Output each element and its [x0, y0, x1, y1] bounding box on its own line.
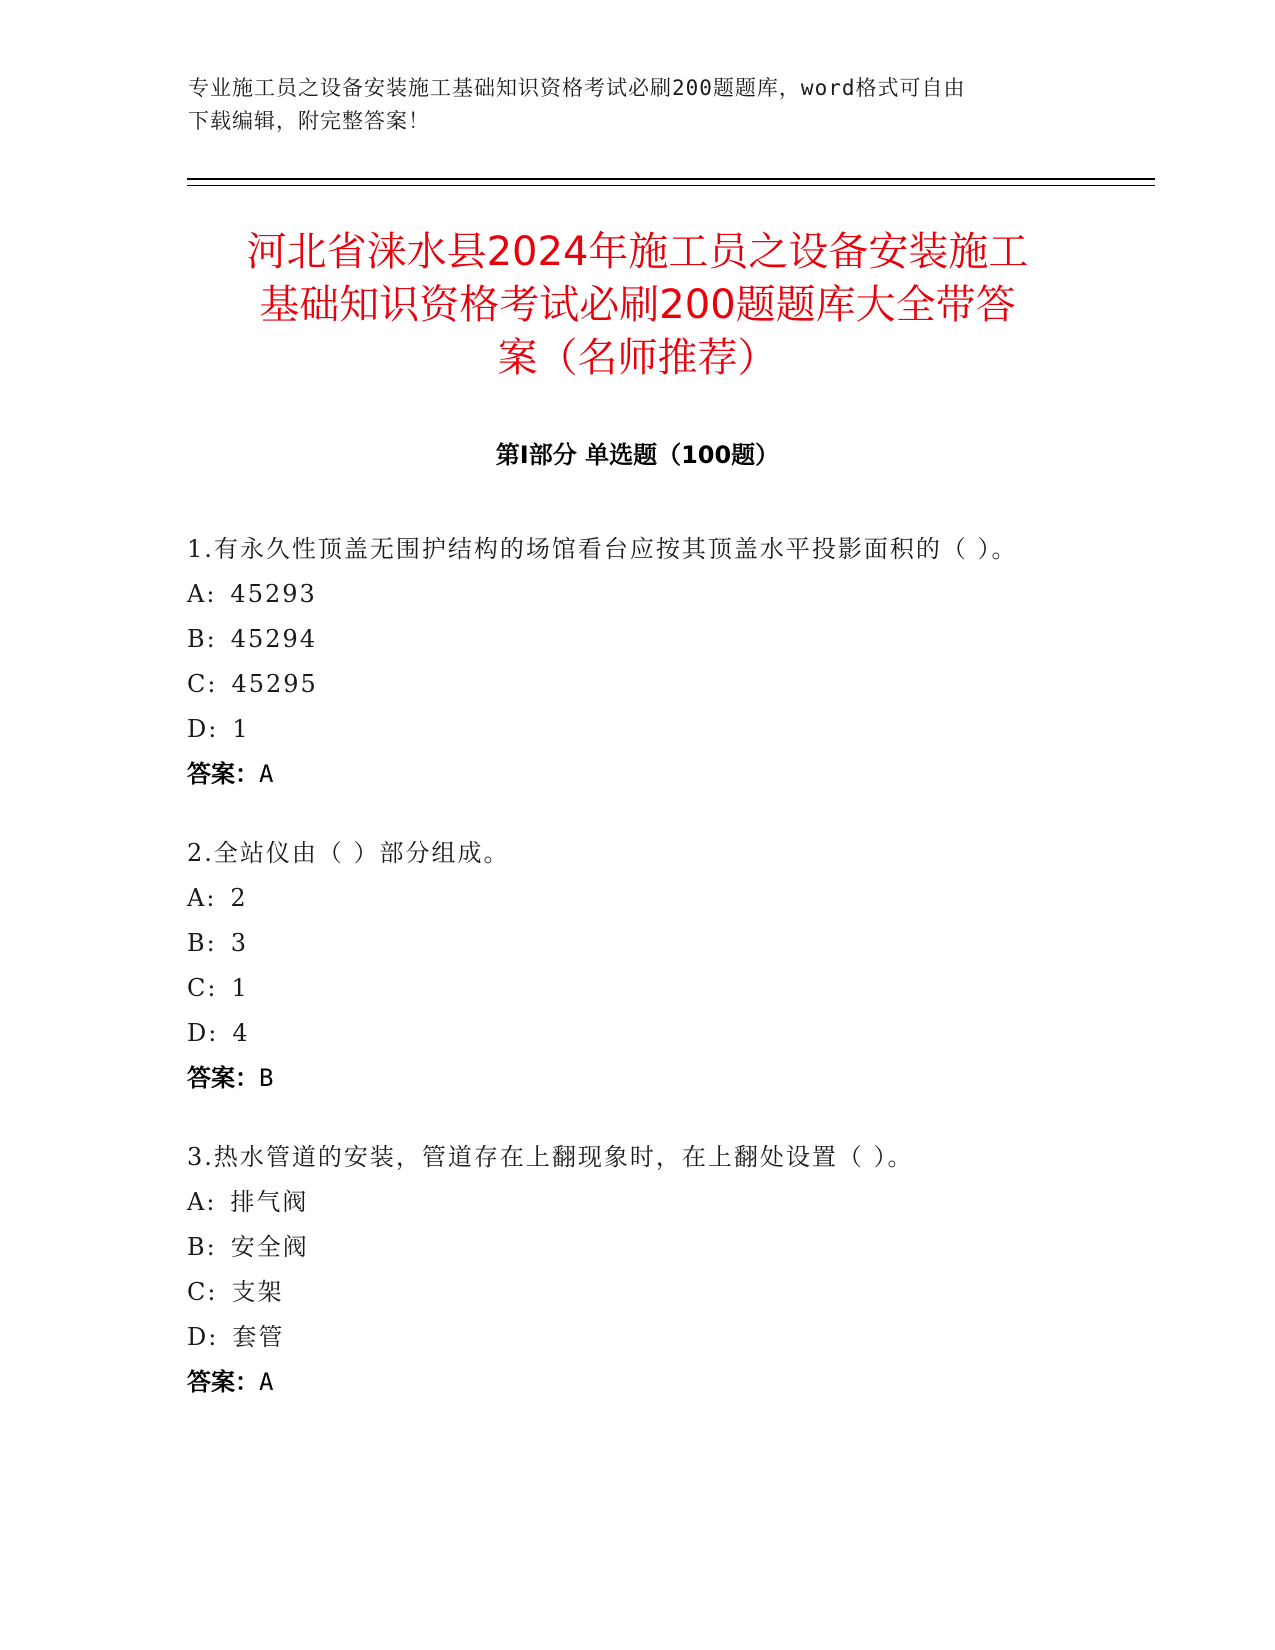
- answer-label: 答案：: [187, 760, 259, 788]
- option-text: 1: [231, 974, 249, 1002]
- question-item: [187, 831, 1067, 1101]
- question-item: [187, 1135, 1067, 1405]
- question-item: [187, 527, 1067, 797]
- option-c: [187, 662, 1067, 707]
- option-a: [187, 572, 1067, 617]
- option-text: 45294: [230, 625, 318, 653]
- option-letter: A:: [187, 580, 217, 608]
- answer-value: A: [259, 1368, 274, 1396]
- option-letter: B:: [187, 1233, 217, 1261]
- header-intro: [188, 72, 1088, 138]
- header-divider-thin: [187, 185, 1155, 186]
- option-d: [187, 707, 1067, 752]
- document-title-line-2: 基础知识资格考试必刷200题题库大全带答: [259, 282, 1016, 328]
- option-letter: A:: [187, 1188, 217, 1216]
- option-letter: C:: [187, 1278, 218, 1306]
- option-letter: D:: [187, 715, 219, 743]
- document-title-line-3: 案（名师推荐）: [497, 335, 778, 381]
- header-intro-line-2: 下载编辑，附完整答案！: [188, 109, 430, 133]
- option-text: 45295: [231, 670, 318, 698]
- option-b: [187, 1225, 1067, 1270]
- option-b: [187, 617, 1067, 662]
- option-c: [187, 966, 1067, 1011]
- section-heading: 第Ⅰ部分 单选题（100题）: [495, 441, 780, 469]
- document-title-line-1: 河北省涞水县2024年施工员之设备安装施工: [246, 229, 1029, 275]
- answer-line: [187, 1360, 1067, 1405]
- option-text: 4: [232, 1019, 250, 1047]
- option-d: [187, 1315, 1067, 1360]
- option-text: 1: [232, 715, 250, 743]
- question-list: [187, 527, 1067, 1439]
- question-stem: 2.全站仪由（ ）部分组成。: [187, 839, 510, 867]
- option-c: [187, 1270, 1067, 1315]
- question-stem: 3.热水管道的安装，管道存在上翻现象时，在上翻处设置（ ）。: [187, 1143, 914, 1171]
- option-text: 2: [230, 884, 248, 912]
- answer-label: 答案：: [187, 1368, 259, 1396]
- option-text: 安全阀: [230, 1233, 309, 1261]
- option-letter: B:: [187, 929, 217, 957]
- option-letter: D:: [187, 1019, 219, 1047]
- answer-value: B: [259, 1064, 274, 1092]
- option-letter: B:: [187, 625, 217, 653]
- option-d: [187, 1011, 1067, 1056]
- option-text: 45293: [230, 580, 317, 608]
- answer-line: [187, 1056, 1067, 1101]
- option-letter: A:: [187, 884, 217, 912]
- option-a: [187, 876, 1067, 921]
- option-text: 支架: [231, 1278, 284, 1306]
- document-title: [180, 226, 1095, 385]
- question-stem: 1.有永久性顶盖无围护结构的场馆看台应按其顶盖水平投影面积的（ ）。: [187, 535, 1018, 563]
- answer-value: A: [259, 760, 274, 788]
- option-b: [187, 921, 1067, 966]
- option-a: [187, 1180, 1067, 1225]
- option-text: 3: [230, 929, 249, 957]
- option-letter: C:: [187, 670, 218, 698]
- option-letter: C:: [187, 974, 218, 1002]
- header-divider-thick: [187, 178, 1155, 180]
- answer-line: [187, 752, 1067, 797]
- header-intro-line-1: 专业施工员之设备安装施工基础知识资格考试必刷200题题库，word格式可自由: [188, 76, 966, 100]
- answer-label: 答案：: [187, 1064, 259, 1092]
- option-text: 套管: [232, 1323, 285, 1351]
- option-letter: D:: [187, 1323, 219, 1351]
- option-text: 排气阀: [230, 1188, 309, 1216]
